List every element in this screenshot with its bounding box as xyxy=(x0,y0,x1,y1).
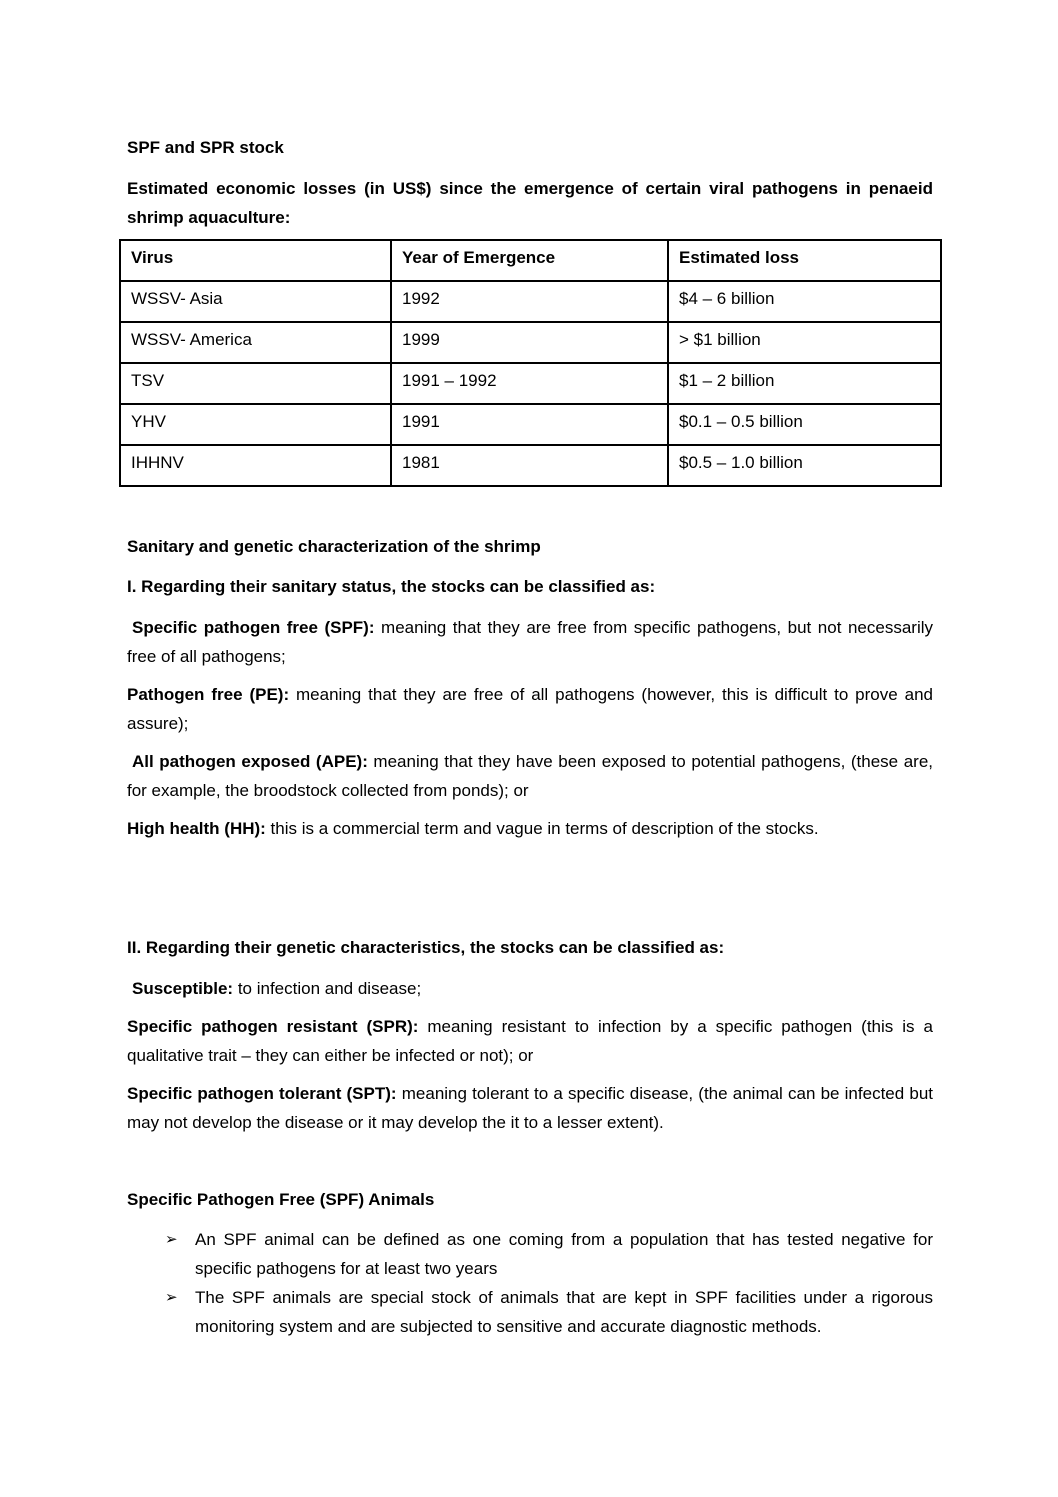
definition-term: Specific pathogen resistant (SPR): xyxy=(127,1017,419,1036)
cell-virus: YHV xyxy=(120,404,391,445)
arrow-bullet-icon: ➢ xyxy=(165,1289,178,1306)
col-header-loss: Estimated loss xyxy=(668,240,941,281)
list-item xyxy=(127,1225,933,1283)
col-header-virus: Virus xyxy=(120,240,391,281)
definition-text: meaning resistant to infection by a specific pathogen (this is a qualitative trait – they can either be infected or not); or xyxy=(127,1017,933,1065)
vertical-spacer xyxy=(127,1146,933,1185)
table-row xyxy=(120,404,941,445)
cell-loss: > $1 billion xyxy=(668,322,941,363)
definition-ape xyxy=(127,747,933,805)
bullet-list xyxy=(127,1225,933,1341)
subsection-heading-genetic: II. Regarding their genetic characteristics, the stocks can be classified as: xyxy=(127,938,725,957)
definition-spf xyxy=(127,613,933,671)
list-item-text: An SPF animal can be defined as one coming from a population that has tested negative for specific pathogens for at least two years xyxy=(195,1230,933,1278)
arrow-bullet-icon: ➢ xyxy=(165,1231,178,1248)
section-heading-spf-animals: Specific Pathogen Free (SPF) Animals xyxy=(127,1190,435,1209)
table-row xyxy=(120,445,941,486)
definition-spr xyxy=(127,1012,933,1070)
definition-term: Specific pathogen tolerant (SPT): xyxy=(127,1084,397,1103)
cell-year: 1992 xyxy=(391,281,668,322)
intro-paragraph: Estimated economic losses (in US$) since the emergence of certain viral pathogens in penaeid shrimp aquaculture: xyxy=(127,179,933,227)
cell-year: 1981 xyxy=(391,445,668,486)
definition-text: this is a commercial term and vague in terms of description of the stocks. xyxy=(265,819,819,838)
cell-year: 1991 xyxy=(391,404,668,445)
cell-virus: WSSV- America xyxy=(120,322,391,363)
cell-year: 1999 xyxy=(391,322,668,363)
col-header-year: Year of Emergence xyxy=(391,240,668,281)
definition-text: meaning tolerant to a specific disease, (the animal can be infected but may not develop the disease or it may develop the it to a lesser extent). xyxy=(127,1084,933,1132)
cell-virus: IHHNV xyxy=(120,445,391,486)
table-header-row xyxy=(120,240,941,281)
definition-term: Pathogen free (PE): xyxy=(127,685,290,704)
cell-loss: $0.5 – 1.0 billion xyxy=(668,445,941,486)
list-item-text: The SPF animals are special stock of animals that are kept in SPF facilities under a rigorous monitoring system and are subjected to sensitive and accurate diagnostic methods. xyxy=(195,1288,933,1336)
list-item xyxy=(127,1283,933,1341)
table-row xyxy=(120,281,941,322)
definition-susceptible xyxy=(127,974,933,1003)
definition-text: meaning that they are free of all pathogens (however, this is difficult to prove and assure); xyxy=(127,685,933,733)
economic-losses-table xyxy=(119,239,942,487)
table-row xyxy=(120,363,941,404)
definition-term: Specific pathogen free (SPF): xyxy=(132,618,375,637)
vertical-spacer xyxy=(127,852,933,933)
definition-text: meaning that they have been exposed to potential pathogens, (these are, for example, the broodstock collected from ponds); or xyxy=(127,752,933,800)
cell-loss: $4 – 6 billion xyxy=(668,281,941,322)
page-title: SPF and SPR stock xyxy=(127,138,284,157)
cell-year: 1991 – 1992 xyxy=(391,363,668,404)
subsection-heading-sanitary: I. Regarding their sanitary status, the stocks can be classified as: xyxy=(127,577,656,596)
cell-virus: WSSV- Asia xyxy=(120,281,391,322)
cell-loss: $0.1 – 0.5 billion xyxy=(668,404,941,445)
definition-term: High health (HH): xyxy=(127,819,266,838)
definition-hh xyxy=(127,814,933,843)
definition-pe xyxy=(127,680,933,738)
definition-spt xyxy=(127,1079,933,1137)
definition-term: Susceptible: xyxy=(132,979,234,998)
table-row xyxy=(120,322,941,363)
cell-loss: $1 – 2 billion xyxy=(668,363,941,404)
section-heading-characterization: Sanitary and genetic characterization of the shrimp xyxy=(127,537,541,556)
definition-term: All pathogen exposed (APE): xyxy=(132,752,368,771)
definition-text: meaning that they are free from specific pathogens, but not necessarily free of all pathogens; xyxy=(127,618,933,666)
cell-virus: TSV xyxy=(120,363,391,404)
definition-text: to infection and disease; xyxy=(233,979,422,998)
